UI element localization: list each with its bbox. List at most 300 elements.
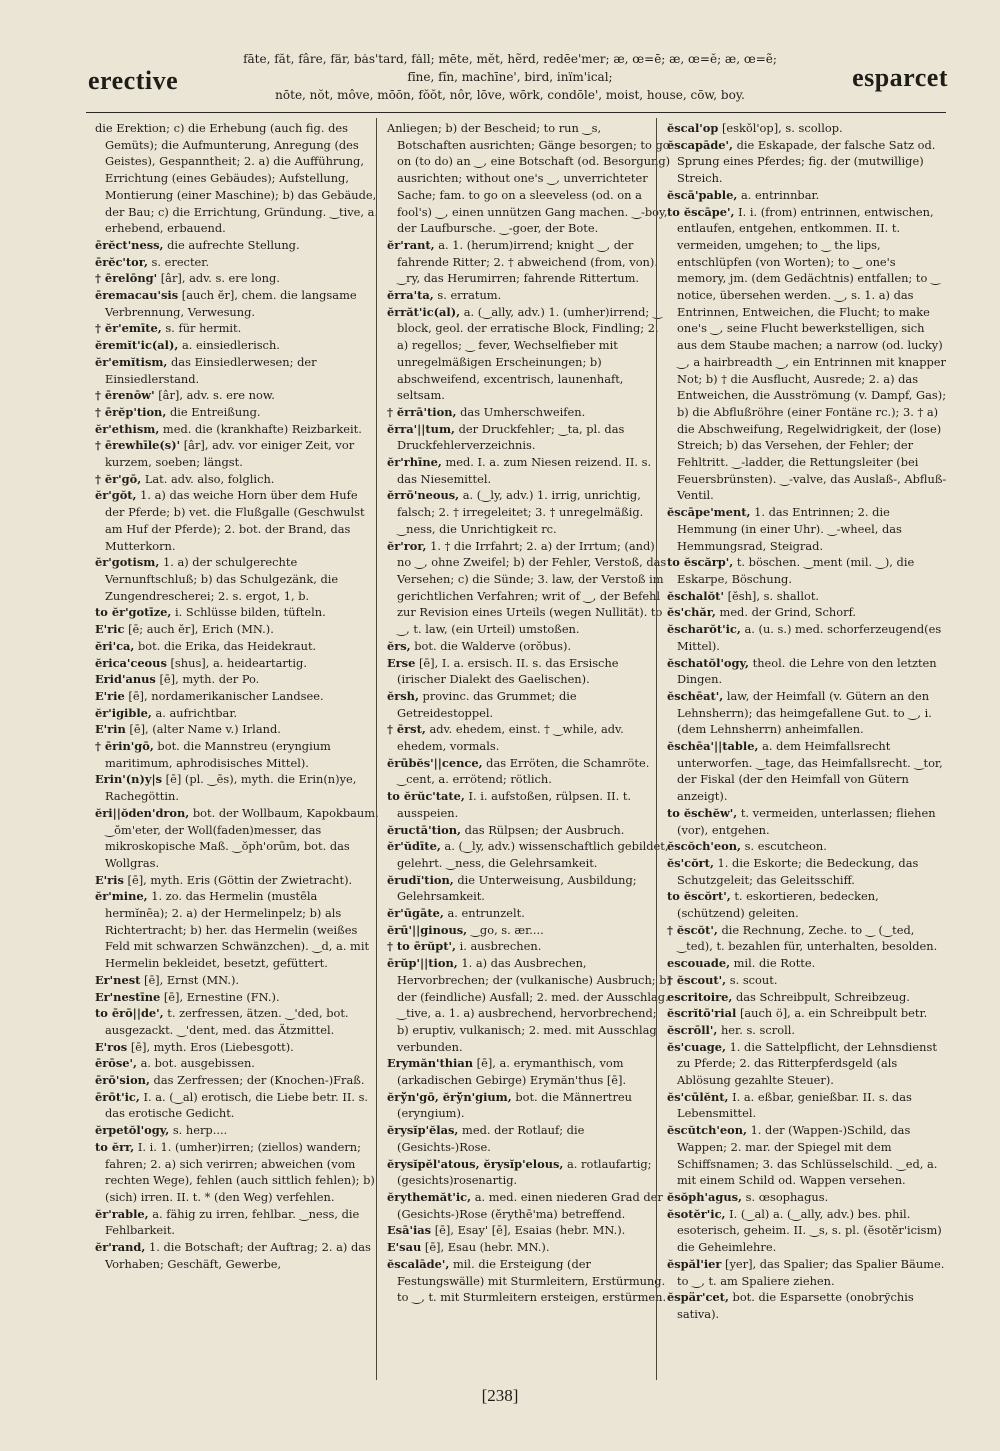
entry-headword: ērōse', bbox=[95, 1056, 137, 1071]
entry-headword: ĕrrō'neous, bbox=[387, 488, 460, 503]
entry-definition: s. escutcheon. bbox=[744, 839, 827, 854]
dictionary-entry bbox=[95, 1072, 379, 1089]
entry-headword: ĕrudĭ'tion, bbox=[387, 872, 454, 887]
dictionary-entry bbox=[387, 1222, 671, 1239]
entry-headword: to ĕrr, bbox=[95, 1139, 135, 1154]
entry-definition: t. zerfressen, ätzen. ‿'ded, bot. ausgezackt. ‿'dent, med. das Ätzmittel. bbox=[105, 1006, 349, 1037]
dictionary-entry bbox=[95, 320, 379, 337]
entry-definition: 1. zo. das Hermelin (mustēla hermĭnēa); 2. a) der Hermelinpelz; b) als Richtertracht; b) her. das Hermelin (weißes Feld mit schwarzen Schwänzchen). ‿d, a. mit Hermelin bekleidet, besetzt, gefüttert. bbox=[105, 889, 370, 971]
entry-definition: [shus], a. heideartartig. bbox=[170, 655, 307, 670]
entry-headword: ĕr'ūgāte, bbox=[387, 906, 444, 921]
entry-definition: law, der Heimfall (v. Gütern an den Lehnsherrn); das heimgefallene Gut. to ‿, i. (dem Lehnsherrn) anheimfallen. bbox=[677, 688, 932, 737]
entry-definition: [ē], a. erymanthisch, vom (arkadischen Gebirge) Erymăn'thus [ē]. bbox=[397, 1056, 627, 1088]
dictionary-entry bbox=[667, 1022, 947, 1039]
entry-headword: to ĕschĕw', bbox=[667, 805, 738, 820]
entry-definition: die Rechnung, Zeche. to ‿ (‿ted, ‿ted), t. bezahlen für, unterhalten, besolden. bbox=[677, 922, 938, 954]
dictionary-entry bbox=[387, 838, 671, 871]
dictionary-entry bbox=[667, 120, 947, 137]
entry-definition: bot. die Walderve (orŏbus). bbox=[414, 638, 572, 653]
entry-definition: die Unterweisung, Ausbildung; Gelehrsamkeit. bbox=[397, 872, 637, 904]
entry-headword: Erse bbox=[387, 655, 416, 670]
entry-definition: 1. der (Wappen-)Schild, das Wappen; 2. mar. der Spiegel mit dem Schiffsnamen; 3. das Schlüsselschild. ‿ed, a. mit einem Schild od. Wappen versehen. bbox=[677, 1123, 938, 1188]
entry-headword: escouade, bbox=[667, 956, 731, 971]
dictionary-entry bbox=[387, 421, 671, 454]
entry-definition: a. dem Heimfallsrecht unterworfen. ‿tage, das Heimfallsrecht. ‿tor, der Fiskal (der den Heimfall von Gütern anzeigt). bbox=[677, 739, 943, 804]
entry-definition: med. I. a. zum Niesen reizend. II. s. das Niesemittel. bbox=[397, 455, 652, 486]
dictionary-entry bbox=[95, 872, 379, 889]
dictionary-entry bbox=[95, 1005, 379, 1038]
dictionary-entry bbox=[667, 137, 947, 187]
dictionary-entry bbox=[387, 955, 671, 1055]
dictionary-entry bbox=[387, 1256, 671, 1306]
entry-definition: das Rülpsen; der Ausbruch. bbox=[464, 822, 625, 837]
entry-definition: 1. die Eskorte; die Bedeckung, das Schutzgeleit; das Geleitsschiff. bbox=[677, 855, 919, 887]
entry-definition: die Entreißung. bbox=[169, 404, 261, 419]
entry-definition: bot. die Erika, das Heidekraut. bbox=[137, 638, 317, 653]
dictionary-entry bbox=[95, 287, 379, 320]
entry-definition: s. œsophagus. bbox=[745, 1190, 829, 1204]
dictionary-entry bbox=[95, 471, 379, 488]
entry-definition: i. ausbrechen. bbox=[459, 939, 542, 954]
dictionary-entry bbox=[667, 1122, 947, 1189]
entry-headword: ĕr'igible, bbox=[95, 705, 152, 720]
entry-definition: adv. ehedem, einst. † ‿while, adv. ehedem, vormals. bbox=[397, 722, 624, 754]
entry-headword: Er'nestīne bbox=[95, 989, 161, 1004]
entry-headword: ĕructā'tion, bbox=[387, 822, 462, 837]
dictionary-entry bbox=[667, 1005, 947, 1022]
dictionary-entry bbox=[95, 437, 379, 470]
dictionary-entry bbox=[95, 254, 379, 271]
entry-headword: ĕsŏph'agus, bbox=[667, 1190, 742, 1204]
entry-definition: [ē], Esau (hebr. MN.). bbox=[424, 1240, 550, 1255]
dictionary-entry bbox=[95, 655, 379, 672]
entry-headword: ērĕct'ness, bbox=[95, 237, 164, 252]
dictionary-entry bbox=[667, 554, 947, 587]
entry-headword: ĕscāpe'ment, bbox=[667, 505, 751, 520]
entry-headword: ĕrū'||ginous, bbox=[387, 922, 468, 937]
entry-definition: a. rotlaufartig; (gesichts)rosenartig. bbox=[397, 1156, 652, 1188]
dictionary-entry bbox=[95, 738, 379, 771]
entry-definition: 1. a) das Ausbrechen, Hervorbrechen; der (vulkanische) Ausbruch; b) der (feindliche) Ausfall; 2. med. der Ausschlag. ‿tive, a. 1. a) ausbrechend, hervorbrechend; b) eruptiv, vulkanisch; 2. med. mit Ausschlag verbunden. bbox=[397, 956, 671, 1054]
column-divider bbox=[376, 118, 377, 1380]
dictionary-entry bbox=[95, 705, 379, 722]
entry-headword: E'ros bbox=[95, 1039, 128, 1054]
entry-definition: das Umherschweifen. bbox=[460, 404, 586, 419]
entry-definition: die Eskapade, der falsche Satz od. Sprung eines Pferdes; fig. der (mutwillige) Streich. bbox=[677, 137, 936, 186]
dictionary-entry bbox=[95, 1139, 379, 1206]
entry-headword: to ĕscărp', bbox=[667, 555, 734, 570]
dictionary-entry bbox=[95, 337, 379, 354]
entry-definition: [âr], adv. s. ere long. bbox=[160, 271, 280, 286]
dictionary-entry bbox=[95, 270, 379, 287]
entry-definition: I. a. (‿al) erotisch, die Liebe betr. II. s. das erotische Gedicht. bbox=[105, 1089, 369, 1121]
entry-definition: mil. die Ersteigung (der Festungswälle) mit Sturmleitern, Erstürmung. to ‿, t. mit Sturmleitern ersteigen, erstürmen. bbox=[397, 1256, 667, 1305]
entry-definition: a. bot. ausgebissen. bbox=[140, 1056, 255, 1071]
dictionary-entry bbox=[387, 872, 671, 905]
entry-definition: a. 1. (herum)irrend; knight ‿, der fahrende Ritter; 2. † abweichend (from, von). ‿ry, das Herumirren; fahrende Rittertum. bbox=[397, 237, 658, 286]
entry-definition: t. eskortieren, bedecken, (schützend) geleiten. bbox=[677, 889, 879, 921]
entry-definition: med. die (krankhafte) Reizbarkeit. bbox=[162, 421, 362, 436]
entry-headword: ĕr'ror, bbox=[387, 538, 427, 553]
entry-headword: † ērelōng' bbox=[95, 271, 158, 286]
dictionary-entry bbox=[95, 1055, 379, 1072]
entry-definition: bot. der Wollbaum, Kapokbaum. ‿ŏm'eter, der Woll(faden)messer, das mikroskopische Maß. ‿ŏph'orūm, bot. das Wollgras. bbox=[105, 805, 379, 870]
entry-definition: [ē], Ernst (MN.). bbox=[144, 972, 240, 987]
entry-definition: ‿go, s. ær.... bbox=[470, 922, 544, 937]
entry-definition: bot. die Mannstreu (eryngium maritimum, aphrodisisches Mittel). bbox=[105, 739, 331, 770]
dictionary-entry bbox=[387, 688, 671, 721]
entry-headword: ĕr'gotism, bbox=[95, 555, 160, 570]
entry-headword: Er'nest bbox=[95, 972, 141, 987]
dictionary-entry bbox=[667, 655, 947, 688]
entry-definition: [ē], Esay' [ē], Esaias (hebr. MN.). bbox=[434, 1223, 626, 1238]
dictionary-entry bbox=[667, 1189, 947, 1206]
guide-word-left: erective bbox=[88, 66, 179, 95]
dictionary-entry bbox=[387, 454, 671, 487]
entry-headword: E'rin bbox=[95, 722, 126, 737]
dictionary-entry bbox=[387, 1156, 671, 1189]
dictionary-entry bbox=[95, 487, 379, 554]
entry-headword: ĕs'cŏrt, bbox=[667, 855, 714, 870]
entry-headword: ĕrra'ta, bbox=[387, 288, 434, 303]
entry-headword: ĕrythemăt'ic, bbox=[387, 1190, 472, 1204]
page-number: [238] bbox=[481, 1386, 519, 1405]
entry-definition: 1. a) der schulgerechte Vernunftschluß; b) das Schulgezänk, die Zungendrescherei; 2. s. ergot, 1, b. bbox=[105, 555, 339, 603]
entry-headword: E'rie bbox=[95, 688, 125, 703]
entry-definition: a. fähig zu irren, fehlbar. ‿ness, die Fehlbarkeit. bbox=[105, 1206, 360, 1238]
entry-definition: [ē], myth. Eros (Liebesgott). bbox=[130, 1039, 294, 1054]
dictionary-entry bbox=[667, 955, 947, 972]
guide-word-right: esparcet bbox=[852, 63, 948, 92]
entry-headword: ĕscrĭtō'rial bbox=[667, 1006, 737, 1021]
entry-definition: [ē], I. a. ersisch. II. s. das Ersische (irischer Dialekt des Gaelischen). bbox=[397, 655, 619, 687]
entry-definition: s. für hermit. bbox=[165, 321, 242, 336]
entry-headword: ĕspăl'ier bbox=[667, 1256, 722, 1271]
entry-definition: i. Schlüsse bilden, tüfteln. bbox=[175, 605, 326, 620]
entry-definition: s. scout. bbox=[729, 972, 778, 987]
entry-headword: E'ric bbox=[95, 622, 125, 637]
dictionary-entry bbox=[95, 1206, 379, 1239]
dictionary-entry bbox=[95, 888, 379, 972]
entry-headword: ĕrysĭpĕl'atous, ĕrysĭp'elous, bbox=[387, 1156, 564, 1171]
pronunciation-key-line: fīne, fĭn, machīne', bird, inïm'ical; bbox=[407, 70, 613, 84]
dictionary-entry bbox=[387, 822, 671, 839]
dictionary-entry bbox=[387, 1055, 671, 1088]
dictionary-entry bbox=[667, 1089, 947, 1122]
entry-headword: ĕr'emĭtism, bbox=[95, 354, 168, 369]
entry-definition: t. vermeiden, unterlassen; fliehen (vor), entgehen. bbox=[677, 805, 936, 837]
pronunciation-key-line: nōte, nŏt, môve, mōōn, fŏŏt, nôr, lōve, wōrk, condōle', moist, house, cōw, boy. bbox=[275, 88, 745, 102]
dictionary-entry bbox=[667, 989, 947, 1006]
dictionary-entry bbox=[95, 120, 379, 237]
entry-headword: ĕspär'cet, bbox=[667, 1290, 729, 1305]
dictionary-entry bbox=[387, 538, 671, 638]
entry-headword: ĕr'ŭdīte, bbox=[387, 839, 441, 854]
entry-headword: ĕs'chăr, bbox=[667, 605, 716, 620]
entry-headword: ĕschatŏl'ogy, bbox=[667, 655, 749, 670]
entry-headword: ĕr'rable, bbox=[95, 1206, 149, 1221]
dictionary-entry bbox=[95, 721, 379, 738]
dictionary-entry bbox=[667, 1039, 947, 1089]
entry-headword: † ĕscŏt', bbox=[667, 922, 718, 937]
entry-headword: ĕscapāde', bbox=[667, 137, 733, 152]
dictionary-entry bbox=[95, 237, 379, 254]
dictionary-entry bbox=[95, 638, 379, 655]
entry-definition: a. med. einen niederen Grad der (Gesichts-)Rose (ĕrythē'ma) betreffend. bbox=[397, 1190, 663, 1221]
entry-headword: to ĕrŭc'tate, bbox=[387, 789, 465, 804]
entry-definition: [eskŏl'op], s. scollop. bbox=[721, 121, 843, 135]
entry-definition: die Erektion; c) die Erhebung (auch fig. des Gemüts); die Aufmunterung, Anregung (des Geistes), Gespanntheit; 2. a) die Aufführung, Errichtung (eines Gebäudes); Aufstellung, Montierung (einer Maschine); b) das Gebäude, der Bau; c) die Errichtung, Gründung. ‿tive, a. erhebend, erbauend. bbox=[95, 121, 379, 236]
entry-definition: I. (‿al) a. (‿ally, adv.) bes. phil. esoterisch, geheim. II. ‿s, s. pl. (ĕsotĕr'icism) die Geheimlehre. bbox=[677, 1206, 942, 1255]
entry-definition: Anliegen; b) der Bescheid; to run ‿s, Botschaften ausrichten; Gänge besorgen; to go on (to do) an ‿, eine Botschaft (od. Besorgung) ausrichten; without one's ‿, unverrichteter Sache; fam. to go on a sleeveless (od. on a fool's) ‿, einen unnützen Gang machen. ‿-boy, der Laufbursche. ‿-goer, der Bote. bbox=[387, 121, 671, 236]
dictionary-entry bbox=[387, 287, 671, 304]
dictionary-entry bbox=[667, 972, 947, 989]
dictionary-entry bbox=[387, 655, 671, 688]
entry-definition: [ĕsh], s. shallot. bbox=[727, 588, 820, 603]
dictionary-entry bbox=[667, 504, 947, 554]
entry-headword: ĕscā'pable, bbox=[667, 187, 738, 202]
entry-headword: ĕrūbĕs'||cence, bbox=[387, 755, 483, 770]
entry-definition: med. der Rotlauf; die (Gesichts-)Rose. bbox=[397, 1123, 585, 1154]
header-rule bbox=[86, 112, 946, 113]
dictionary-entry bbox=[95, 671, 379, 688]
dictionary-entry bbox=[95, 1089, 379, 1122]
entry-definition: t. böschen. ‿ment (mil. ‿), die Eskarpe, Böschung. bbox=[677, 555, 915, 586]
entry-headword: escritoire, bbox=[667, 989, 733, 1004]
entry-headword: ĕscŏch'eon, bbox=[667, 839, 741, 854]
dictionary-entry bbox=[387, 304, 671, 404]
entry-headword: ĕscharŏt'ic, bbox=[667, 622, 741, 637]
entry-headword: ĕr'rand, bbox=[95, 1240, 146, 1255]
entry-definition: 1. die Botschaft; der Auftrag; 2. a) das Vorhaben; Geschäft, Gewerbe, bbox=[105, 1240, 371, 1271]
entry-headword: † ērenōw' bbox=[95, 388, 155, 403]
entry-definition: 1. † die Irrfahrt; 2. a) der Irrtum; (and) no ‿, ohne Zweifel; b) der Fehler, Verstoß, das Versehen; c) die Sünde; 3. law, der Verstoß im gerichtlichen Verfahren; writ of ‿, der Befehl zur Revision eines Urteils (wegen Nullität). to ‿, t. law, (ein Urteil) umstoßen. bbox=[397, 538, 667, 637]
dictionary-entry bbox=[667, 204, 947, 505]
dictionary-entry bbox=[95, 421, 379, 438]
entry-headword: ĕscalāde', bbox=[387, 1256, 450, 1271]
dictionary-entry bbox=[95, 1239, 379, 1272]
dictionary-entry bbox=[667, 838, 947, 855]
entry-headword: Erid'anus bbox=[95, 672, 156, 687]
entry-definition: a. entrunzelt. bbox=[447, 906, 525, 921]
entry-definition: [ē], Ernestine (FN.). bbox=[163, 989, 280, 1004]
entry-headword: † ĕr'gō, bbox=[95, 471, 142, 486]
entry-definition: das Einsiedlerwesen; der Einsiedlerstand. bbox=[105, 354, 317, 386]
entry-definition: I. i. 1. (umher)irren; (ziellos) wandern; fahren; 2. a) sich verirren; abweichen (vom rechten Wege), fehlen (auch sittlich fehlen); b) (sich) irren. II. t. * (den Weg) verfehlen. bbox=[105, 1139, 375, 1204]
entry-headword: ĕschēa'||table, bbox=[667, 739, 759, 754]
dictionary-entry bbox=[667, 187, 947, 204]
entry-definition: [yer], das Spalier; das Spalier Bäume. to ‿, t. am Spaliere ziehen. bbox=[677, 1256, 945, 1288]
entry-definition: s. herp.... bbox=[172, 1123, 228, 1138]
entry-headword: ĕremĭt'ic(al), bbox=[95, 338, 179, 353]
dictionary-column-3 bbox=[667, 120, 947, 1323]
dictionary-entry bbox=[95, 989, 379, 1006]
entry-headword: ĕrsh, bbox=[387, 688, 419, 703]
dictionary-entry bbox=[387, 755, 671, 788]
dictionary-entry bbox=[387, 905, 671, 922]
entry-headword: † ĕr'emīte, bbox=[95, 321, 162, 336]
dictionary-entry bbox=[667, 621, 947, 654]
dictionary-entry bbox=[667, 1256, 947, 1289]
entry-definition: s. erecter. bbox=[151, 254, 210, 269]
dictionary-entry bbox=[387, 120, 671, 237]
entry-definition: das Erröten, die Schamröte. ‿cent, a. errötend; rötlich. bbox=[397, 755, 650, 787]
dictionary-entry bbox=[667, 1289, 947, 1322]
entry-definition: mil. die Rotte. bbox=[733, 956, 816, 971]
dictionary-entry bbox=[95, 354, 379, 387]
entry-definition: der Druckfehler; ‿ta, pl. das Druckfehlerverzeichnis. bbox=[397, 421, 625, 453]
entry-definition: [ē], myth. Eris (Göttin der Zwietracht). bbox=[127, 872, 353, 887]
entry-headword: E'ris bbox=[95, 872, 124, 887]
entry-definition: [ē], nordamerikanischer Landsee. bbox=[128, 688, 324, 703]
entry-definition: das Schreibpult, Schreibzeug. bbox=[735, 989, 910, 1004]
entry-headword: ērō'sion, bbox=[95, 1073, 150, 1088]
dictionary-entry bbox=[667, 855, 947, 888]
entry-headword: † ērewhīle(s)' bbox=[95, 438, 181, 453]
entry-headword: ĕs'cuage, bbox=[667, 1039, 726, 1054]
entry-headword: ĕrpetŏl'ogy, bbox=[95, 1123, 170, 1138]
entry-headword: † to ērŭpt', bbox=[387, 939, 456, 954]
entry-headword: ĕscal'op bbox=[667, 121, 719, 135]
entry-headword: ēremacau'sis bbox=[95, 288, 179, 303]
dictionary-entry bbox=[667, 604, 947, 621]
pronunciation-key bbox=[230, 50, 790, 104]
entry-headword: ĕr'gŏt, bbox=[95, 488, 137, 503]
entry-definition: Lat. adv. also, folglich. bbox=[144, 471, 275, 486]
entry-headword: ĕr'mine, bbox=[95, 889, 148, 904]
entry-definition: a. einsiedlerisch. bbox=[181, 338, 280, 353]
entry-headword: ĕscrōll', bbox=[667, 1022, 718, 1037]
entry-definition: a. (‿ly, adv.) wissenschaftlich gebildet, gelehrt. ‿ness, die Gelehrsamkeit. bbox=[397, 839, 669, 870]
entry-headword: ĕschalŏt' bbox=[667, 588, 724, 603]
dictionary-entry bbox=[387, 1189, 671, 1222]
entry-headword: to ĕr'gotīze, bbox=[95, 605, 172, 620]
entry-headword: ĕri'ca, bbox=[95, 638, 135, 653]
entry-definition: a. (u. s.) med. schorferzeugend(es Mittel). bbox=[677, 622, 942, 653]
column-divider bbox=[656, 118, 657, 1380]
entry-headword: E'sau bbox=[387, 1240, 422, 1255]
dictionary-entry bbox=[667, 1206, 947, 1256]
entry-definition: bot. die Männertreu (eryngium). bbox=[397, 1089, 633, 1121]
dictionary-entry bbox=[387, 638, 671, 655]
entry-headword: to ĕscŏrt', bbox=[667, 889, 731, 904]
dictionary-entry bbox=[95, 771, 379, 804]
dictionary-entry bbox=[667, 888, 947, 921]
dictionary-entry bbox=[667, 922, 947, 955]
dictionary-entry bbox=[667, 688, 947, 738]
running-head bbox=[0, 0, 1000, 110]
entry-definition: a. entrinnbar. bbox=[740, 187, 820, 202]
entry-headword: ērōt'ic, bbox=[95, 1089, 140, 1104]
entry-definition: I. i. aufstoßen, rülpsen. II. t. ausspeien. bbox=[397, 789, 632, 820]
dictionary-entry bbox=[387, 1122, 671, 1155]
entry-definition: 1. die Sattelpflicht, der Lehnsdienst zu Pferde; 2. das Ritterpferdsgeld (als Ablösung gezahlte Steuer). bbox=[677, 1039, 937, 1088]
dictionary-entry bbox=[95, 805, 379, 872]
entry-headword: Esā'ias bbox=[387, 1223, 432, 1238]
entry-headword: ĕrs, bbox=[387, 638, 411, 653]
dictionary-entry bbox=[95, 688, 379, 705]
entry-definition: I. a. eßbar, genießbar. II. s. das Lebensmittel. bbox=[677, 1089, 912, 1121]
dictionary-entry bbox=[387, 1239, 671, 1256]
entry-headword: ĕrrăt'ic(al), bbox=[387, 304, 461, 319]
entry-definition: [auch ö], a. ein Schreibpult betr. bbox=[739, 1006, 928, 1021]
dictionary-entry bbox=[667, 738, 947, 805]
entry-definition: [auch ĕr], chem. die langsame Verbrennung, Verwesung. bbox=[105, 288, 357, 319]
entry-headword: ērŭp'||tion, bbox=[387, 956, 458, 971]
entry-definition: [âr], adv. s. ere now. bbox=[158, 388, 275, 403]
entry-headword: to ērō||de', bbox=[95, 1006, 164, 1021]
entry-headword: † ērin'gō, bbox=[95, 739, 154, 754]
entry-definition: das Zerfressen; der (Knochen-)Fraß. bbox=[153, 1073, 365, 1088]
dictionary-entry bbox=[667, 805, 947, 838]
entry-headword: † ĕscout', bbox=[667, 972, 727, 987]
entry-definition: bot. die Esparsette (onobrўchis sativa). bbox=[677, 1290, 914, 1321]
entry-definition: 1. das Entrinnen; 2. die Hemmung (in einer Uhr). ‿-wheel, das Hemmungsrad, Steigrad. bbox=[677, 505, 902, 553]
entry-headword: Erin'(n)y|s bbox=[95, 772, 163, 787]
dictionary-entry bbox=[95, 1039, 379, 1056]
entry-definition: die aufrechte Stellung. bbox=[167, 237, 300, 252]
entry-headword: ĕscŭtch'eon, bbox=[667, 1123, 747, 1138]
dictionary-entry bbox=[387, 721, 671, 754]
dictionary-entry bbox=[387, 922, 671, 939]
entry-definition: s. erratum. bbox=[437, 288, 502, 303]
dictionary-entry bbox=[95, 604, 379, 621]
dictionary-column-1 bbox=[95, 120, 379, 1273]
entry-headword: to ĕscāpe', bbox=[667, 204, 735, 219]
dictionary-column-2 bbox=[387, 120, 671, 1306]
entry-definition: I. i. (from) entrinnen, entwischen, entlaufen, entgehen, entkommen. II. t. vermeiden, umgehen; to ‿ the lips, entschlüpfen (von Worten); to ‿ one's memory, jm. (dem Gedächtnis) entfallen; to ‿ notice, übersehen werden. ‿, s. 1. a) das Entrinnen, Entweichen, die Flucht; to make one's ‿, seine Flucht bewerkstelligen, sich aus dem Staube machen; a narrow (od. lucky) ‿, a hairbreadth ‿, ein Entrinnen mit knapper Not; b) † die Ausflucht, Ausrede; 2. a) das Entweichen, die Ausströmung (v. Dampf, Gas); b) die Abflußröhre (einer Fontäne rc.); 3. † a) die Abschweifung, Regelwidrigkeit, der (lose) Streich; b) das Versehen, der Fehler; der Fehltritt. ‿-ladder, die Rettungsleiter (bei Feuersbrünsten). ‿-valve, das Auslaß-, Abfluß-Ventil. bbox=[677, 204, 947, 503]
entry-headword: † ĕrrā'tion, bbox=[387, 404, 457, 419]
dictionary-entry bbox=[387, 487, 671, 537]
entry-headword: ĕs'cūlĕnt, bbox=[667, 1089, 729, 1104]
entry-headword: † ērĕp'tion, bbox=[95, 404, 167, 419]
entry-definition: [âr], adv. vor einiger Zeit, vor kurzem, soeben; längst. bbox=[105, 438, 355, 470]
dictionary-entry bbox=[95, 404, 379, 421]
dictionary-entry bbox=[95, 972, 379, 989]
entry-definition: her. s. scroll. bbox=[720, 1022, 795, 1037]
dictionary-entry bbox=[387, 237, 671, 287]
entry-definition: a. aufrichtbar. bbox=[155, 705, 238, 720]
entry-headword: ĕrўn'gō, ĕrўn'gium, bbox=[387, 1089, 512, 1104]
entry-headword: Erymăn'thian bbox=[387, 1056, 474, 1071]
entry-definition: [ē], myth. der Po. bbox=[159, 672, 260, 687]
entry-headword: ĕrra'||tum, bbox=[387, 421, 455, 436]
dictionary-entry bbox=[95, 554, 379, 604]
dictionary-entry bbox=[387, 788, 671, 821]
dictionary-entry bbox=[387, 404, 671, 421]
entry-definition: a. (‿ly, adv.) 1. irrig, unrichtig, falsch; 2. † irregeleitet; 3. † unregelmäßig. ‿ness, die Unrichtigkeit rc. bbox=[397, 488, 644, 536]
entry-definition: provinc. das Grummet; die Getreidestoppel. bbox=[397, 688, 577, 720]
dictionary-entry bbox=[95, 1122, 379, 1139]
pronunciation-key-line: fāte, făt, fâre, fär, bȧs'tard, fȧll; mēte, mĕt, hẽrd, redēe'mer; æ, œ=ē; æ, œ=ĕ; æ, œ=ẽ; bbox=[243, 52, 777, 66]
entry-headword: ērĕc'tor, bbox=[95, 254, 148, 269]
entry-headword: ĕrica'ceous bbox=[95, 655, 167, 670]
dictionary-entry bbox=[95, 621, 379, 638]
entry-definition: theol. die Lehre von den letzten Dingen. bbox=[677, 655, 937, 687]
entry-definition: [ē] (pl. ‿ēs), myth. die Erin(n)ye, Rachegöttin. bbox=[105, 772, 357, 804]
entry-headword: ĕsotĕr'ic, bbox=[667, 1206, 726, 1221]
dictionary-entry bbox=[387, 938, 671, 955]
entry-headword: ĕr'rhīne, bbox=[387, 455, 442, 470]
entry-headword: ĕr'ethism, bbox=[95, 421, 160, 436]
entry-definition: [ē], (alter Name v.) Irland. bbox=[129, 722, 281, 737]
entry-definition: a. (‿ally, adv.) 1. (umher)irrend; ‿ block, geol. der erratische Block, Findling; 2. a) regellos; ‿ fever, Wechselfieber mit unregelmäßigen Erscheinungen; b) abschweifend, excentrisch, launenhaft, seltsam. bbox=[397, 304, 662, 403]
entry-definition: 1. a) das weiche Horn über dem Hufe der Pferde; b) vet. die Flußgalle (Geschwulst am Huf der Pferde); 2. bot. der Brand, das Mutterkorn. bbox=[105, 488, 365, 553]
entry-headword: ĕrysĭp'ĕlas, bbox=[387, 1123, 459, 1138]
dictionary-entry bbox=[387, 1089, 671, 1122]
entry-headword: ĕri||ŏden'dron, bbox=[95, 805, 190, 820]
entry-definition: med. der Grind, Schorf. bbox=[719, 605, 856, 620]
